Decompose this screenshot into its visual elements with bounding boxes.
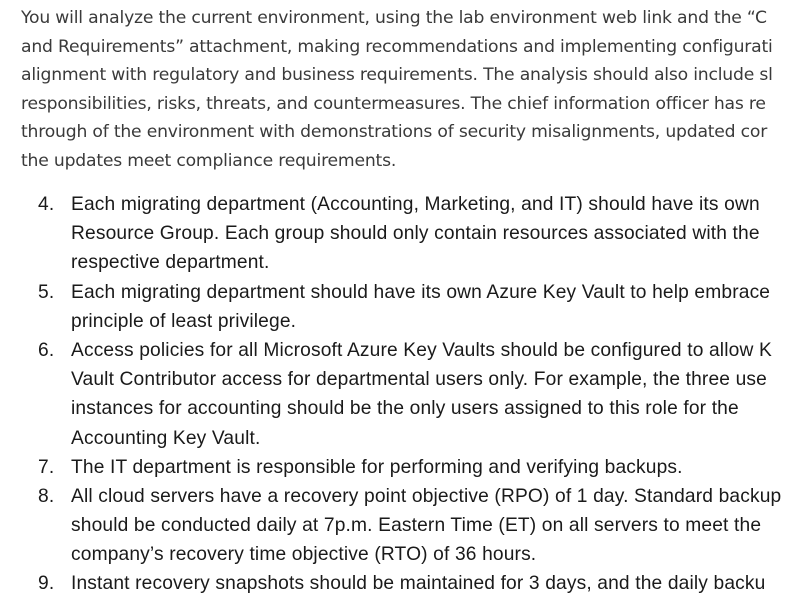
requirement-line: Each migrating department (Accounting, Marketing, and IT) should have its own [71, 194, 760, 215]
requirement-line: company’s recovery time objective (RTO) of 36 hours. [71, 544, 537, 566]
requirement-line: Instant recovery snapshots should be maintained for 3 days, and the daily backu [71, 573, 766, 595]
requirement-number: 6. [38, 339, 55, 361]
requirement-item-9 [0, 569, 800, 598]
requirement-line: should be conducted daily at 7p.m. Eastern Time (ET) on all servers to meet the [71, 515, 762, 537]
requirement-number: 9. [38, 573, 55, 595]
intro-line: through of the environment with demonstrations of security misalignments, updated cor [21, 122, 768, 142]
requirement-line: All cloud servers have a recovery point objective (RPO) of 1 day. Standard backup [71, 485, 782, 507]
requirement-line: Each migrating department should have its own Azure Key Vault to help embrace [71, 281, 771, 303]
requirement-number: 4. [38, 194, 55, 215]
requirement-line: Access policies for all Microsoft Azure Key Vaults should be configured to allow K [71, 339, 772, 361]
intro-line: the updates meet compliance requirements. [21, 150, 397, 171]
intro-paragraph [21, 4, 800, 175]
requirement-item-6 [0, 336, 800, 453]
requirement-line: principle of least privilege. [71, 310, 297, 332]
requirement-line: Accounting Key Vault. [71, 427, 261, 449]
intro-line: responsibilities, risks, threats, and countermeasures. The chief information officer has re [21, 93, 766, 114]
requirement-line: Vault Contributor access for departmental users only. For example, the three use [71, 369, 767, 391]
requirement-item-4 [0, 190, 800, 278]
requirement-number: 8. [38, 485, 55, 507]
intro-line: alignment with regulatory and business requirements. The analysis should also include sl [21, 65, 773, 85]
requirement-number: 5. [38, 281, 55, 303]
intro-line: and Requirements” attachment, making recommendations and implementing configurati [21, 36, 773, 57]
requirements-list [0, 190, 800, 599]
requirement-number: 7. [38, 456, 55, 478]
requirement-line: The IT department is responsible for performing and verifying backups. [71, 456, 683, 478]
intro-line: You will analyze the current environment, using the lab environment web link and the “C [21, 8, 767, 28]
requirement-item-5 [0, 278, 800, 336]
requirement-item-8 [0, 482, 800, 570]
requirement-line: respective department. [71, 252, 270, 274]
requirement-item-7 [0, 453, 800, 482]
requirement-line: instances for accounting should be the only users assigned to this role for the [71, 398, 739, 420]
requirement-line: Resource Group. Each group should only contain resources associated with the [71, 223, 760, 245]
